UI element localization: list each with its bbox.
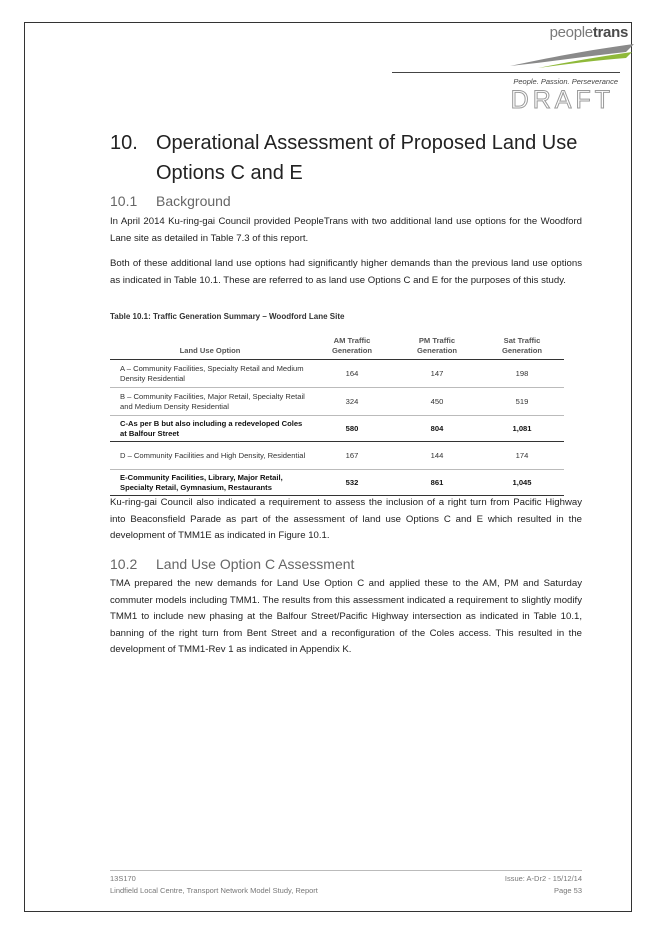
table-row	[110, 388, 564, 416]
cell-option: B – Community Facilities, Major Retail, Specialty Retail and Medium Density Residential	[110, 388, 310, 416]
cell-option: E-Community Facilities, Library, Major Retail, Specialty Retail, Gymnasium, Restaurants	[110, 470, 310, 496]
table-caption: Table 10.1: Traffic Generation Summary – Woodford Lane Site	[110, 312, 345, 321]
section-title: Operational Assessment of Proposed Land Use Options C and E	[156, 132, 578, 184]
cell-sat: 174	[480, 442, 564, 470]
cell-pm: 450	[394, 388, 480, 416]
table-row	[110, 360, 564, 388]
cell-sat: 1,045	[480, 470, 564, 496]
paragraph-right-turn: Ku-ring-gai Council also indicated a requirement to assess the inclusion of a right turn from Pacific Highway into Beaconsfield Parade as part of the assessment of land use Options C and E which resulted in the development of TMM1E as indicated in Figure 10.1.	[110, 497, 582, 541]
cell-option: C-As per B but also including a redeveloped Coles at Balfour Street	[110, 416, 310, 442]
table-row	[110, 442, 564, 470]
cell-option: D – Community Facilities and High Density, Residential	[110, 442, 310, 470]
footer-rule	[110, 870, 582, 871]
column-header: PM Traffic Generation	[394, 324, 480, 360]
column-header: Sat Traffic Generation	[480, 324, 564, 360]
logo-swoosh-icon	[508, 42, 636, 70]
section-number: 10.	[110, 132, 138, 154]
logo-wordmark: peopletrans	[549, 24, 628, 41]
cell-am: 324	[310, 388, 394, 416]
cell-pm: 804	[394, 416, 480, 442]
table-row	[110, 470, 564, 496]
paragraph-option-c: TMA prepared the new demands for Land Use Option C and applied these to the AM, PM and Saturday commuter models including TMM1. The results from this assessment indicated a requirement to slightly modify TMM1 to include new phasing at the Balfour Street/Pacific Highway intersection as indicated in Table 10.1, banning of the right turn from Bent Street and a reconfiguration of the Coles access. This resulted in the development of TMM1-Rev 1 as indicated in Appendix K.	[110, 578, 582, 655]
header-rule	[392, 72, 620, 73]
column-header: AM Traffic Generation	[310, 324, 394, 360]
footer-report-title: Lindfield Local Centre, Transport Network Model Study, Report	[110, 886, 318, 895]
cell-option: A – Community Facilities, Specialty Retail and Medium Density Residential	[110, 360, 310, 388]
cell-pm: 861	[394, 470, 480, 496]
footer-project-code: 13S170	[110, 874, 136, 883]
table-header-row	[110, 324, 564, 360]
cell-am: 164	[310, 360, 394, 388]
cell-sat: 1,081	[480, 416, 564, 442]
paragraph-background-2: Both of these additional land use options had significantly higher demands than the previous land use options as indicated in Table 10.1. These are referred to as land use Options C and E for the purposes of this study.	[110, 258, 582, 286]
cell-pm: 147	[394, 360, 480, 388]
footer-issue: Issue: A-Dr2 - 15/12/14	[504, 874, 582, 883]
draft-watermark: DRAFT	[510, 86, 614, 114]
subsection-heading-10-2: 10.2 Land Use Option C Assessment	[110, 556, 355, 572]
cell-am: 167	[310, 442, 394, 470]
cell-pm: 144	[394, 442, 480, 470]
subsection-heading-10-1: 10.1 Background	[110, 193, 231, 209]
footer-page-number: Page 53	[554, 886, 582, 895]
tagline: People. Passion. Perseverance	[513, 77, 618, 86]
cell-sat: 198	[480, 360, 564, 388]
table-row	[110, 416, 564, 442]
paragraph-background-1: In April 2014 Ku-ring-gai Council provided PeopleTrans with two additional land use options for the Woodford Lane site as detailed in Table 7.3 of this report.	[110, 216, 582, 244]
peopletrans-logo	[508, 20, 638, 72]
cell-sat: 519	[480, 388, 564, 416]
traffic-generation-table	[110, 324, 564, 496]
column-header: Land Use Option	[110, 324, 310, 360]
cell-am: 580	[310, 416, 394, 442]
cell-am: 532	[310, 470, 394, 496]
